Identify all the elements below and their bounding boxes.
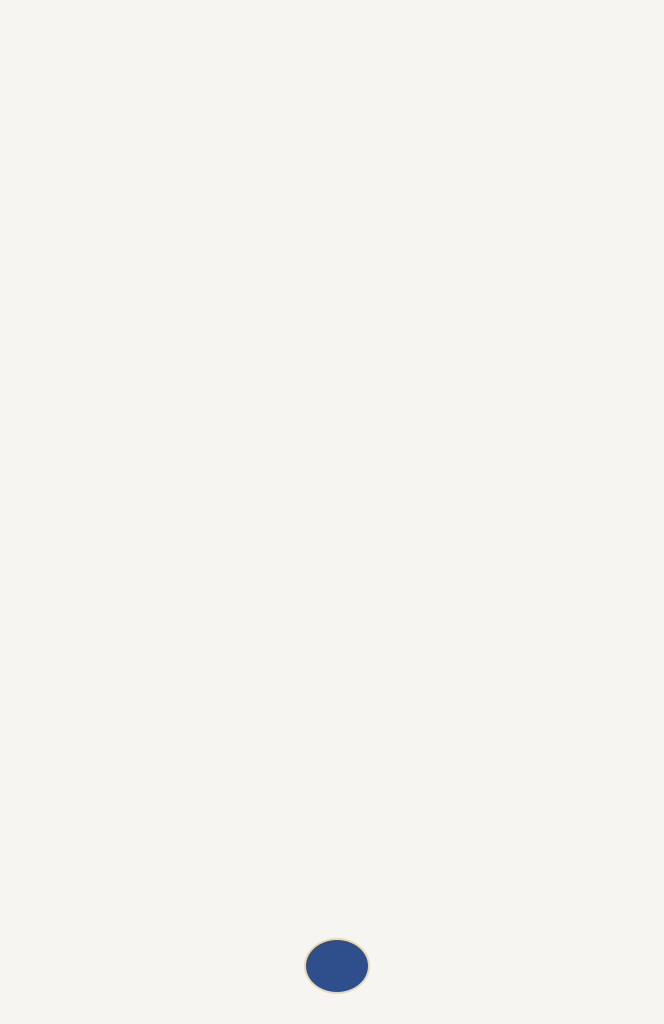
top-decorative-border xyxy=(0,0,664,90)
page-number-badge xyxy=(306,940,368,992)
